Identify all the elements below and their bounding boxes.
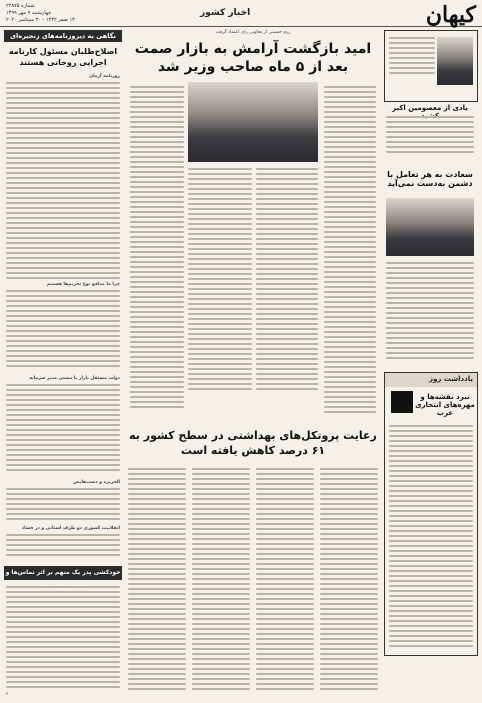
second-headline: رعایت پروتکل‌های بهداشتی در سطح کشور به ۶۱ درصد کاهش یافته است bbox=[129, 429, 377, 457]
leader-photo bbox=[437, 37, 473, 85]
issue-line: ۱۳ صفر ۱۴۴۲ - ۳۰ سپتامبر ۲۰۲۰ bbox=[6, 17, 75, 23]
right-text-block bbox=[386, 116, 474, 153]
main-photo bbox=[188, 82, 318, 162]
bottom-left-text bbox=[6, 586, 120, 688]
left-text-1 bbox=[6, 82, 120, 279]
left-headline: اصلاح‌طلبان مسئول کارنامه اجرایی روحانی هستند bbox=[8, 47, 118, 67]
editorial-title: یادداشت روز bbox=[429, 375, 473, 383]
bottom-banner: خودکشی پدر یک متهم بر اثر تماس‌ها و bbox=[4, 566, 122, 580]
second-col-2 bbox=[256, 468, 314, 690]
second-col-3 bbox=[192, 468, 250, 690]
editorial-headline: نبرد نقشه‌ها و مهره‌های انتحاری غرب bbox=[415, 393, 475, 417]
issue-line: چهارشنبه ۹ مهر ۱۳۹۹ bbox=[6, 10, 52, 16]
issue-line: شماره ۲۲۸۷۵ bbox=[6, 3, 35, 9]
newspaper-logo: کیهان bbox=[425, 2, 476, 28]
left-text-4 bbox=[6, 488, 120, 520]
left-column bbox=[4, 30, 122, 560]
second-story bbox=[128, 428, 378, 693]
second-col-1 bbox=[320, 468, 378, 690]
left-subhead: الجزیره و دست‌هایش bbox=[73, 480, 120, 485]
editorial-box bbox=[384, 372, 478, 656]
left-banner: نگاهی به دیروزنامه‌های زنجیره‌ای bbox=[4, 30, 122, 42]
right-top-text bbox=[389, 37, 435, 74]
left-text-5 bbox=[6, 534, 120, 556]
left-subhead: چرا ما مدافع نوع تحریم‌ها هستیم bbox=[46, 282, 120, 287]
right-column bbox=[384, 30, 476, 660]
page-number: ۲ bbox=[6, 692, 9, 697]
main-kicker: رزم حسینی از معاونی رای اعتماد گرفت bbox=[215, 30, 291, 35]
main-col-1 bbox=[324, 86, 376, 413]
left-text-3 bbox=[6, 384, 120, 471]
right-subtitle: سعادت به هر تعامل با دشمن به‌دست نمی‌آید bbox=[387, 170, 473, 188]
right-text-block-2 bbox=[386, 262, 474, 359]
issue-info bbox=[6, 3, 75, 24]
section-title: اخبار کشور bbox=[200, 8, 251, 18]
main-col-2 bbox=[256, 168, 318, 390]
bottom-left-story bbox=[4, 566, 122, 696]
main-col-4 bbox=[130, 86, 184, 408]
left-subhead: روزنامه آرمان bbox=[89, 74, 120, 79]
right-top-box bbox=[384, 30, 478, 102]
main-headline: امید بازگشت آرامش به بازار صمت بعد از ۵ ماه صاحب وزیر شد bbox=[134, 41, 372, 75]
main-story bbox=[128, 30, 378, 420]
editorial-logo-icon bbox=[391, 391, 413, 413]
second-col-4 bbox=[128, 468, 186, 690]
left-subhead: انقلابیت کشوری دو طرف استانی و در فساد bbox=[21, 526, 120, 531]
right-photo bbox=[386, 198, 474, 256]
left-subhead: دولت مستقل بازار یا مشتی مدیر سرمایه bbox=[29, 376, 120, 381]
left-text-2 bbox=[6, 290, 120, 367]
masthead bbox=[0, 0, 482, 27]
editorial-header bbox=[385, 373, 477, 387]
main-col-3 bbox=[188, 168, 252, 390]
editorial-text bbox=[389, 425, 473, 647]
right-title: یادی از معصومین اکبر bbox=[392, 104, 468, 112]
